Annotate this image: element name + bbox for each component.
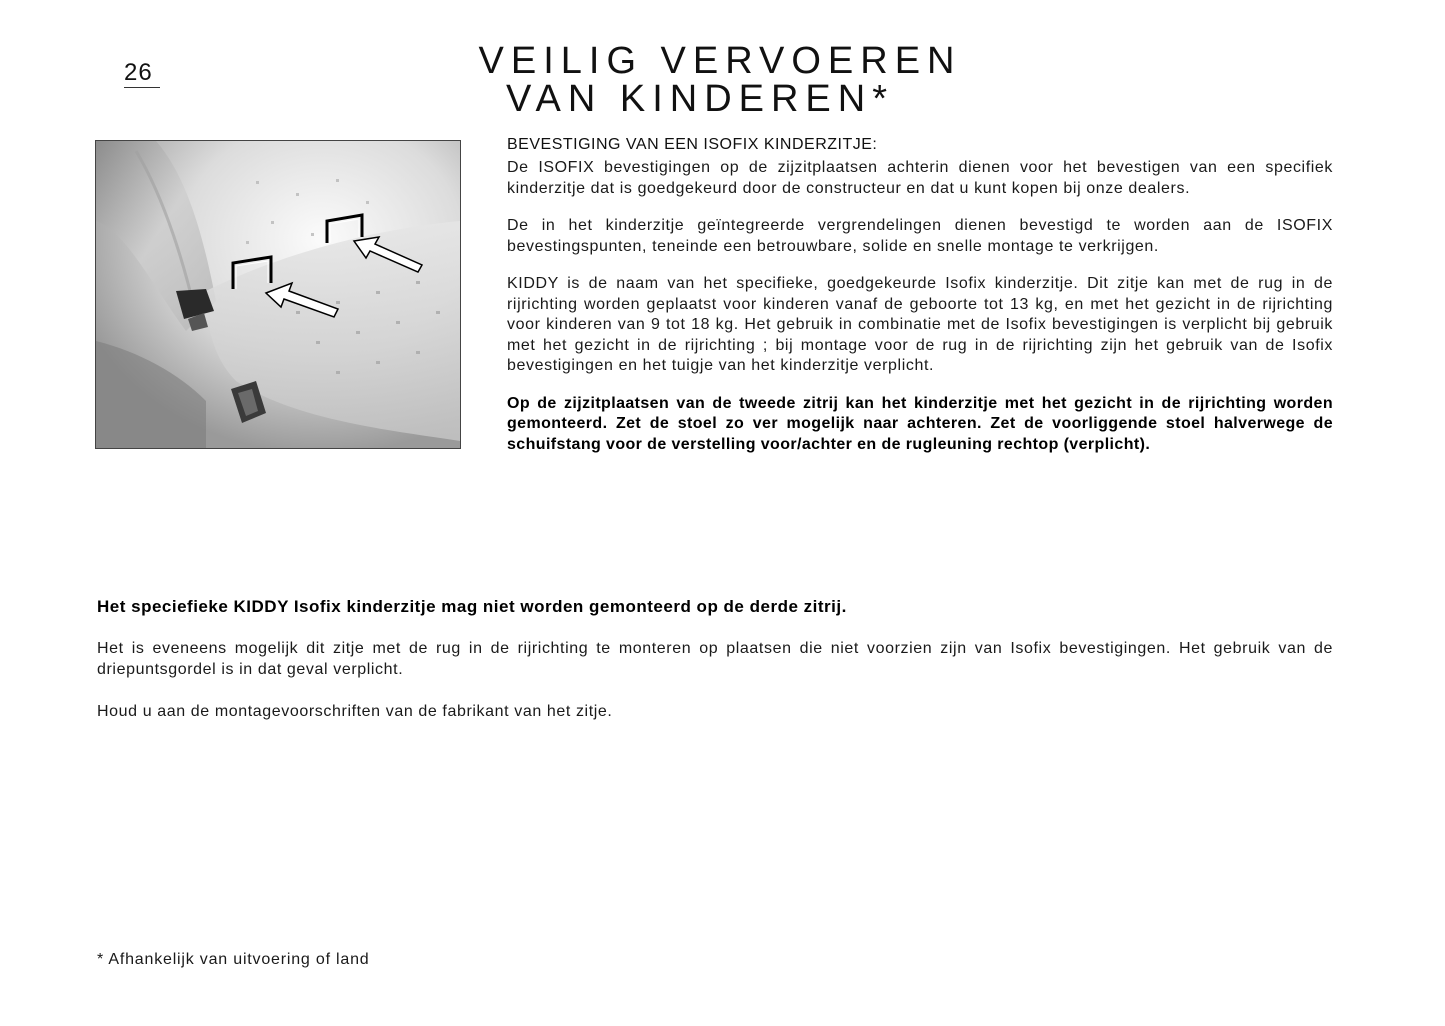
- page-title-line-2: VAN KINDEREN*: [505, 78, 895, 120]
- paragraph: Houd u aan de montagevoorschriften van de fabrikant van het zitje.: [97, 703, 613, 720]
- page-title: [400, 42, 1040, 118]
- isofix-anchor-illustration: [95, 140, 461, 449]
- paragraph: De ISOFIX bevestigingen op de zijzitplaatsen achterin dienen voor het bevestigen van een specifiek kinderzitje dat is goedgekeurd door de constructeur en dat u kunt kopen bij onze dealers.: [507, 159, 1333, 197]
- paragraph: De in het kinderzitje geïntegreerde vergrendelingen dienen bevestigd te worden aan de ISOFIX bevestingspunten, teneinde een betrouwbare, solide en snelle montage te verkrijgen.: [507, 217, 1333, 255]
- footnote: * Afhankelijk van uitvoering of land: [97, 951, 370, 968]
- bold-paragraph: Op de zijzitplaatsen van de tweede zitrij kan het kinderzitje met het gezicht in de rijrichting worden gemonteerd. Zet de stoel zo ver mogelijk naar achteren. Zet de voorliggende stoel halverwege de schuifstang voor de verstelling voor/achter en de rugleuning rechtop (verplicht).: [507, 394, 1333, 453]
- warning-third-row: Het speciefieke KIDDY Isofix kinderzitje mag niet worden gemonteerd op de derde zitrij.: [97, 597, 847, 616]
- page-number: 26: [124, 60, 160, 88]
- page-title-line-1: VEILIG VERVOEREN: [478, 40, 962, 82]
- paragraph: KIDDY is de naam van het specifieke, goedgekeurde Isofix kinderzitje. Dit zitje kan met de rug in de rijrichting worden geplaatst voor kinderen vanaf de geboorte tot 13 kg, en met het gezicht in de rijrichting voor kinderen van 9 tot 18 kg. Het gebruik in combinatie met de Isofix bevestigingen is verplicht bij gebruik met het gezicht in de rijrichting ; bij montage voor de rug in de rijrichting zijn het gebruik van de Isofix bevestigingen en het tuigje van het kinderzitje verplicht.: [507, 275, 1333, 374]
- main-content: [507, 135, 1333, 472]
- section-heading: BEVESTIGING VAN EEN ISOFIX KINDERZITJE:: [507, 136, 878, 153]
- paragraph: Het is eveneens mogelijk dit zitje met de rug in de rijrichting te monteren op plaatsen die niet voorzien zijn van Isofix bevestigingen. Het gebruik van de driepuntsgordel is in dat geval verplicht.: [97, 640, 1333, 678]
